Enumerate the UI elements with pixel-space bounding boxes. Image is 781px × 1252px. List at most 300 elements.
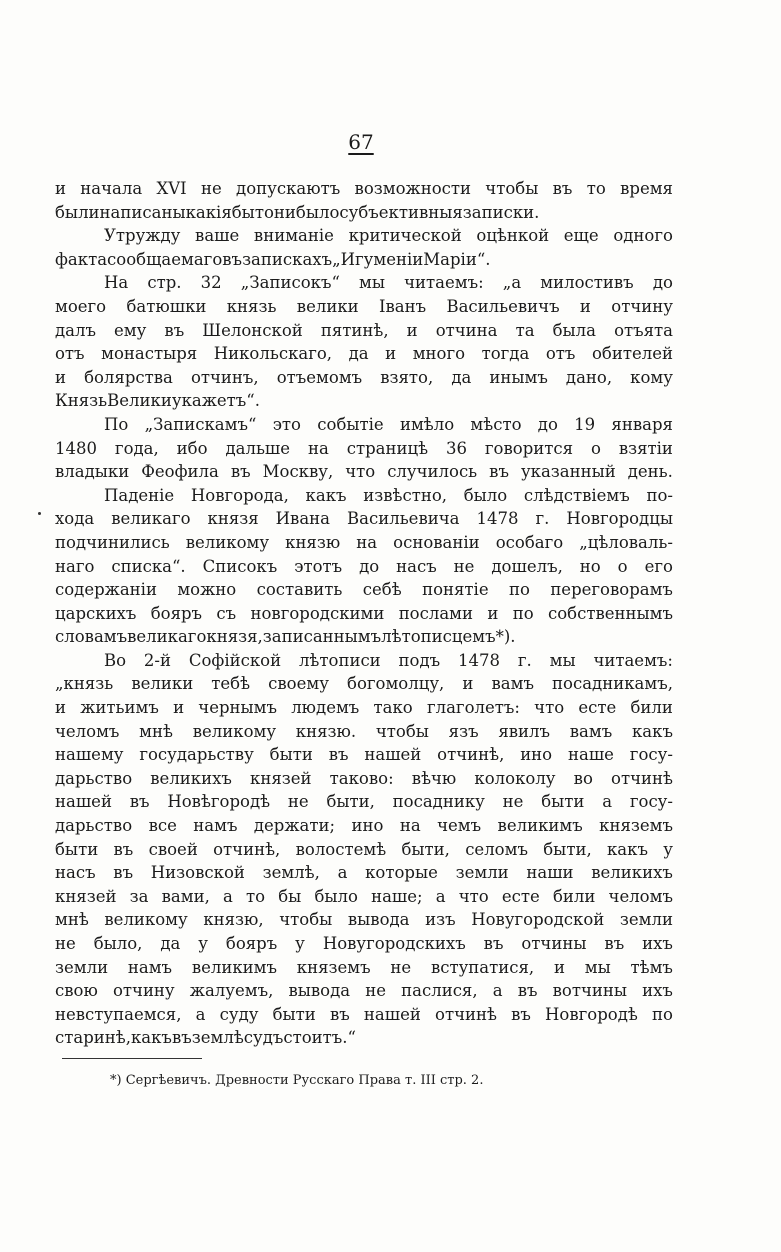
word: да [451,367,472,387]
word: 1478 [458,650,500,670]
word: суду [219,1004,259,1024]
word: та [515,320,535,340]
word: монастыря [101,344,198,364]
word: челомъ [608,886,673,906]
word: было [295,202,340,222]
word: нашей [363,1004,421,1024]
text-line [55,625,673,649]
word: тако [373,698,413,718]
word: въ [328,745,349,765]
word: вывода [288,981,351,1001]
word: тѣмъ [630,957,673,977]
word: стр. [147,273,182,293]
word: быти [272,1004,316,1024]
word: себѣ [362,580,402,600]
word: нашей [55,792,112,812]
word: Новгородцы [566,509,673,529]
text-line [55,602,673,626]
word: посаднику [392,792,485,812]
word: Паденіе [104,485,175,505]
word: подъ [398,650,441,670]
word: князя [207,509,259,529]
word: имѣло [399,414,455,434]
word: подчинились [55,532,170,552]
word: вотчины [552,981,627,1001]
word: Шелонской [202,320,303,340]
word: отъята [614,320,673,340]
word: не [200,179,222,198]
word: землѣ [191,1028,244,1048]
word: и [55,179,66,198]
word: въ [230,462,251,482]
word: наго [55,556,95,576]
word: списка“. [111,556,186,576]
word: 1480 [55,438,97,458]
word: князей [55,886,117,906]
text-line [55,531,673,555]
word: посадникамъ, [552,674,673,694]
word: какія [185,202,232,222]
word: Велики [107,391,172,411]
word: было [463,485,508,505]
word: написаны [99,202,186,222]
text-line [55,319,673,343]
word: земли [619,910,673,930]
word: Новугородскихъ [322,934,466,953]
word: наши [526,863,574,883]
text-line [55,201,673,225]
word: на [356,532,378,552]
word: въ [604,934,625,953]
word: вниманіе [253,226,334,246]
word: то [586,179,606,198]
word: не [365,981,387,1001]
word: возможности [354,179,471,198]
word: ваше [195,226,240,246]
word: Во [104,650,127,670]
word: случилось [387,462,478,482]
word: а [223,886,233,906]
word: вѣчю [411,768,457,788]
word: въ [552,179,573,198]
word: до [537,414,558,434]
word: По [104,414,129,434]
word: а [195,1004,206,1024]
word: отчина [435,320,498,340]
word: Утружду [104,226,181,246]
word: обителей [591,344,673,364]
word: не [502,792,524,812]
word: переговорамъ [550,580,673,600]
word: которые [365,863,438,883]
word: селомъ [465,839,528,859]
word: нашей [364,745,422,765]
word: до [652,273,673,293]
word: жалуемъ, [189,981,274,1001]
word: ино [520,745,553,765]
word: говорится [484,438,574,458]
word: записки. [462,202,540,222]
word: дальше [225,438,291,458]
word: отчинѣ [435,1004,497,1024]
word: о [590,438,601,458]
word: дошелъ, [491,556,563,576]
word: извѣстно, [363,485,447,505]
footnote-rule [62,1058,202,1059]
word: дарьство [55,768,133,788]
word: чтобы [375,721,429,741]
word: намъ [193,816,238,836]
word: 19 [574,414,596,434]
word: собственнымъ [547,603,673,623]
word: по [652,1004,673,1024]
footnote: *) Сергѣевичъ. Древности Русскаго Права т. III стр. 2. [110,1073,484,1088]
word: Іванъ [378,296,427,316]
word: допускаютъ [236,179,341,198]
word: князю [285,532,341,552]
word: въ [171,1028,192,1048]
word: читаемъ: [593,650,673,670]
text-line [55,649,673,673]
word: „Записокъ“ [240,273,340,293]
word: велики [131,674,194,694]
word: Васильевича [347,509,460,529]
word: запискахъ [242,249,333,269]
word: таково: [329,768,394,788]
word: „Игуменіи [332,249,424,269]
word: года, [114,438,159,458]
word: болярства [84,367,173,387]
word: изъ [425,910,456,930]
word: 2-й [143,650,171,670]
word: оцѣнкой [476,226,550,246]
word: тогда [481,344,530,364]
word: свою [55,981,98,1001]
word: г. [535,509,550,529]
word: бояръ [150,603,203,623]
word: отчинъ, [190,367,259,387]
word: въ [329,1004,350,1024]
word: вамъ [569,721,613,741]
word: нашему [55,745,124,765]
word: ино [351,816,384,836]
word: чемъ [437,816,482,836]
word: великому [192,721,277,741]
text-line [55,271,673,295]
word: за [129,886,149,906]
word: въ [113,863,134,883]
word: были [55,202,100,222]
word: вами, [161,886,210,906]
word: отчинѣ [611,768,673,788]
word: Васильевичъ [446,296,560,316]
word: дано, [565,367,613,387]
word: Феофила [141,462,219,482]
word: записаннымъ [262,627,382,647]
text-line [55,342,673,366]
word: насъ [396,556,437,576]
word: Новугородской [471,910,605,930]
word: богомолцу, [347,674,445,694]
word: стоитъ.“ [283,1028,356,1048]
word: отъемомъ [276,367,363,387]
word: владыки [55,462,130,482]
text-line [55,743,673,767]
word: XVI [156,179,187,198]
text-line [55,484,673,508]
word: Ивана [275,509,331,529]
word: не [390,957,412,977]
word: землѣ, [262,863,320,883]
word: ни [273,202,296,222]
word: Новгородѣ [545,1004,638,1024]
word: пятинѣ, [320,320,389,340]
word: челомъ [55,721,120,741]
word: чтобы [485,179,539,198]
text-line [55,224,673,248]
word: день. [627,462,673,482]
word: этотъ [294,556,343,576]
word: слѣдствіемъ [523,485,630,505]
word: хода [55,509,95,529]
word: а [337,863,348,883]
word: великаго [127,627,207,647]
word: что [534,698,565,718]
word: Никольскаго, [213,344,333,364]
text-line [55,460,673,484]
text-line [55,838,673,862]
word: субъективныя [339,202,463,222]
word: была [552,320,596,340]
word: было [314,886,358,906]
word: быти [269,745,313,765]
word: великимъ [191,957,277,977]
word: какъ [631,721,673,741]
text-line [55,956,673,980]
text-line [55,908,673,932]
word: князь [226,296,277,316]
word: мы [359,273,385,293]
word: великому [185,532,270,552]
word: Маріи“. [423,249,491,269]
word: и [553,957,565,977]
word: старинѣ, [55,1028,131,1048]
word: не [453,556,475,576]
text-line [55,177,673,201]
word: били [552,886,596,906]
word: и [406,320,418,340]
word: въ [164,320,185,340]
word: Списокъ [202,556,278,576]
word: въ [129,792,150,812]
word: „а [502,273,522,293]
word: время [620,179,673,198]
word: лѣтописцемъ*). [381,627,516,647]
word: какъ [606,839,648,859]
word: язъ [448,721,479,741]
word: Москву, [262,462,334,482]
word: земли [455,863,509,883]
word: страницѣ [346,438,429,458]
text-line [55,389,673,413]
word: по [512,603,534,623]
word: далъ [55,320,96,340]
word: великихъ [150,768,232,788]
word: отъ [545,344,576,364]
word: о [617,556,628,576]
word: быти [55,839,99,859]
word: госу- [629,792,673,812]
word: въ [517,981,538,1001]
word: начала [80,179,143,198]
word: „цѣловаль- [579,532,673,552]
word: княземъ [296,957,371,977]
word: отчинѣ, [213,839,281,859]
text-line [55,507,673,531]
word: есте [501,886,540,906]
word: было, [93,934,143,953]
word: бояръ [225,934,278,953]
word: На [104,273,129,293]
word: били [630,698,673,718]
word: новгородскими [250,603,385,623]
text-line [55,555,673,579]
page-number: 67 [348,130,374,154]
word: ихъ [642,981,673,1001]
word: великому [104,910,188,930]
word: критической [348,226,462,246]
word: бы [278,886,302,906]
word: наше; [371,886,423,906]
word: чтобы [279,910,333,930]
word: царскихъ [55,603,137,623]
word: есте [578,698,617,718]
word: быти [541,792,585,812]
word: и [55,367,66,387]
word: составить [256,580,343,600]
word: „князь [55,674,114,694]
word: намъ [127,957,173,977]
word: 32 [200,273,222,293]
word: Новѣгородѣ [167,792,271,812]
word: Низовской [150,863,245,883]
word: мнѣ [139,721,173,741]
word: это [272,414,301,434]
word: инымъ [489,367,548,387]
word: понятіе [422,580,489,600]
word: Софійской [188,650,282,670]
word: госу- [629,745,673,765]
word: въ [483,934,504,953]
word: и [462,674,474,694]
word: указанный [520,462,616,482]
word: основаніи [393,532,480,552]
text-line [55,814,673,838]
word: батюшки [126,296,207,316]
text-line [55,696,673,720]
word: а [602,792,613,812]
word: но [579,556,601,576]
text-line [55,672,673,696]
text-line [55,979,673,1003]
word: моего [55,296,107,316]
word: государьству [139,745,254,765]
word: княземъ [599,816,673,836]
word: быти, [543,839,592,859]
word: мнѣ [55,910,89,930]
word: много [412,344,466,364]
word: своему [268,674,329,694]
text-line [55,767,673,791]
word: великимъ [497,816,583,836]
word: тебѣ [211,674,251,694]
word: одного [613,226,673,246]
word: съ [216,603,237,623]
word: какъ [305,485,347,505]
word: у [295,934,305,953]
text-line [55,720,673,744]
word: кому [630,367,673,387]
word: читаемъ: [404,273,484,293]
text-line [55,295,673,319]
word: милостивъ [540,273,634,293]
text-line [55,413,673,437]
text-line [55,248,673,272]
word: чернымъ [198,698,277,718]
body-text [55,177,673,1050]
word: велики [296,296,359,316]
word: людемъ [291,698,360,718]
word: и [55,698,66,718]
word: укажетъ“. [171,391,260,411]
word: ибо [176,438,208,458]
word: факта [55,249,108,269]
word: взятіи [618,438,673,458]
word: какъ [130,1028,172,1048]
word: послами [398,603,474,623]
word: вамъ [491,674,534,694]
word: вывода [347,910,410,930]
word: паслися, [401,981,478,1001]
text-line [55,1003,673,1027]
text-line [55,437,673,461]
word: великихъ [591,863,673,883]
word: вступатися, [430,957,535,977]
word: ему [114,320,147,340]
word: Новгорода, [190,485,289,505]
word: судъ [243,1028,284,1048]
word: бы [231,202,255,222]
word: въ [113,839,134,859]
word: и [579,296,591,316]
word: можно [177,580,237,600]
word: и [487,603,499,623]
word: и [385,344,397,364]
word: то [246,886,266,906]
word: наше [567,745,614,765]
word: особаго [495,532,564,552]
word: у [198,934,208,953]
word: „Запискамъ“ [144,414,257,434]
word: во [573,768,593,788]
text-line [55,885,673,909]
word: января [611,414,673,434]
word: то [254,202,274,222]
word: словамъ [55,627,128,647]
word: на [399,816,421,836]
word: по [508,580,530,600]
word: по- [646,485,673,505]
